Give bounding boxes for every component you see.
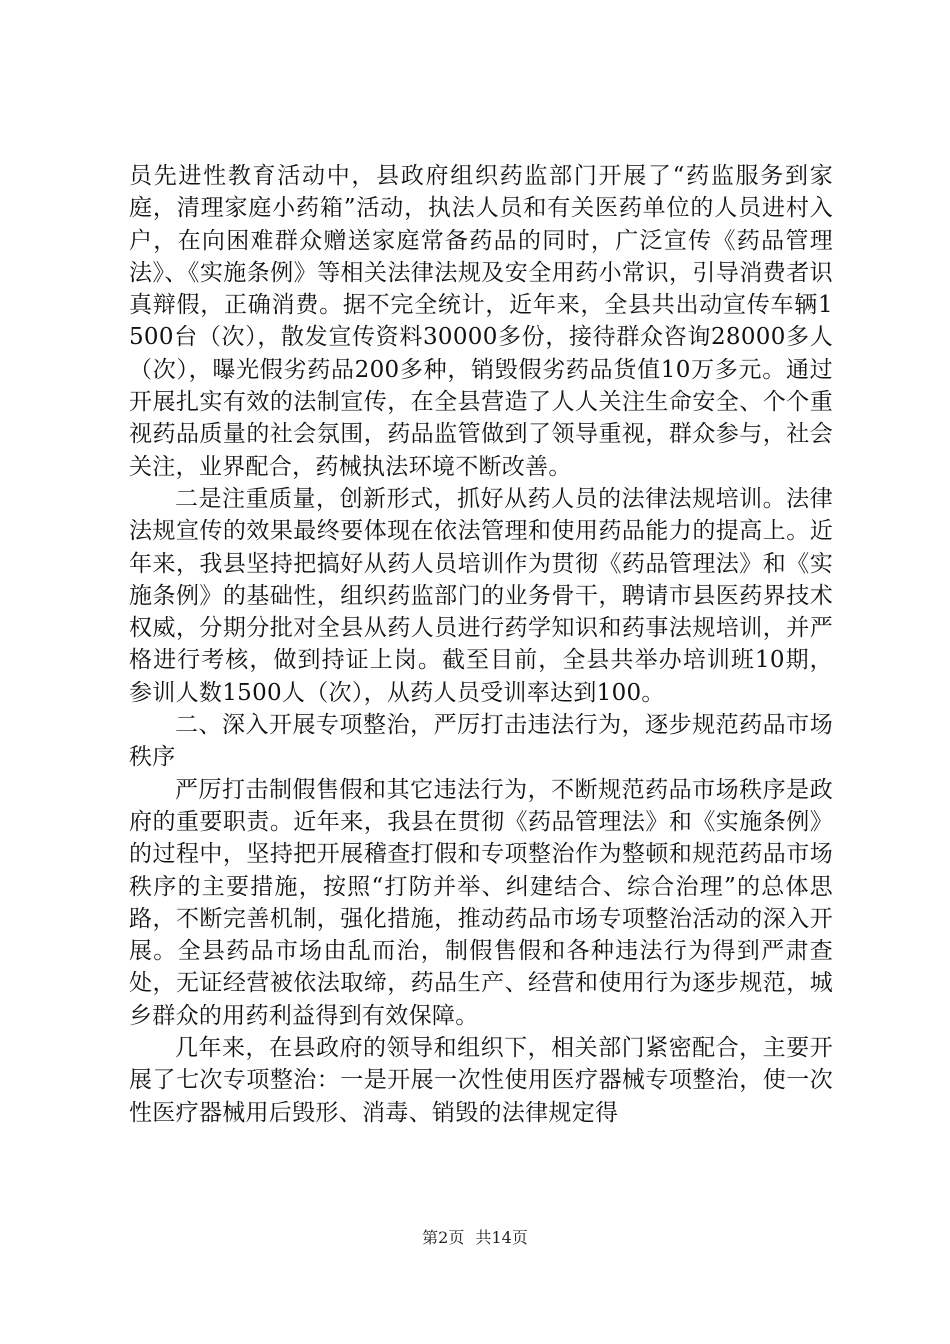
page-total: 共14页 <box>475 1228 528 1247</box>
body-text <box>129 160 833 1129</box>
paragraph-4: 几年来，在县政府的领导和组织下，相关部门紧密配合，主要开展了七次专项整治：一是开展一次性使用医疗器械专项整治，使一次性医疗器械用后毁形、消毒、销毁的法律规定得 <box>129 1035 833 1126</box>
section-heading: 二、深入开展专项整治，严厉打击违法行为，逐步规范药品市场秩序 <box>129 712 833 771</box>
paragraph-1: 员先进性教育活动中，县政府组织药监部门开展了“药监服务到家庭，清理家庭小药箱”活动，执法人员和有关医药单位的人员进村入户，在向困难群众赠送家庭常备药品的同时，广泛宣传《药品管理法》、《实施条例》等相关法律法规及安全用药小常识，引导消费者识真辩假，正确消费。据不完全统计，近年来，全县共出动宣传车辆1500台（次），散发宣传资料30000多份，接待群众咨询28000多人（次），曝光假劣药品200多种，销毁假劣药品货值10万多元。通过开展扎实有效的法制宣传，在全县营造了人人关注生命安全、个个重视药品质量的社会氛围，药品监管做到了领导重视，群众参与，社会关注，业界配合，药械执法环境不断改善。 <box>129 163 833 480</box>
page-number: 第2页 <box>422 1228 465 1247</box>
paragraph-3: 严厉打击制假售假和其它违法行为，不断规范药品市场秩序是政府的重要职责。近年来，我县在贯彻《药品管理法》和《实施条例》的过程中，坚持把开展稽查打假和专项整治作为整顿和规范药品市场秩序的主要措施，按照“打防并举、纠建结合、综合治理”的总体思路，不断完善机制，强化措施，推动药品市场专项整治活动的深入开展。全县药品市场由乱而治，制假售假和各种违法行为得到严肃查处，无证经营被依法取缔，药品生产、经营和使用行为逐步规范，城乡群众的用药利益得到有效保障。 <box>129 776 833 1029</box>
paragraph-2: 二是注重质量，创新形式，抓好从药人员的法律法规培训。法律法规宣传的效果最终要体现在依法管理和使用药品能力的提高上。近年来，我县坚持把搞好从药人员培训作为贯彻《药品管理法》和《实施条例》的基础性，组织药监部门的业务骨干，聘请市县医药界技术权威，分期分批对全县从药人员进行药学知识和药事法规培训，并严格进行考核，做到持证上岗。截至目前，全县共举办培训班10期，参训人数1500人（次），从药人员受训率达到100。 <box>129 485 833 706</box>
page-footer <box>0 1228 950 1248</box>
